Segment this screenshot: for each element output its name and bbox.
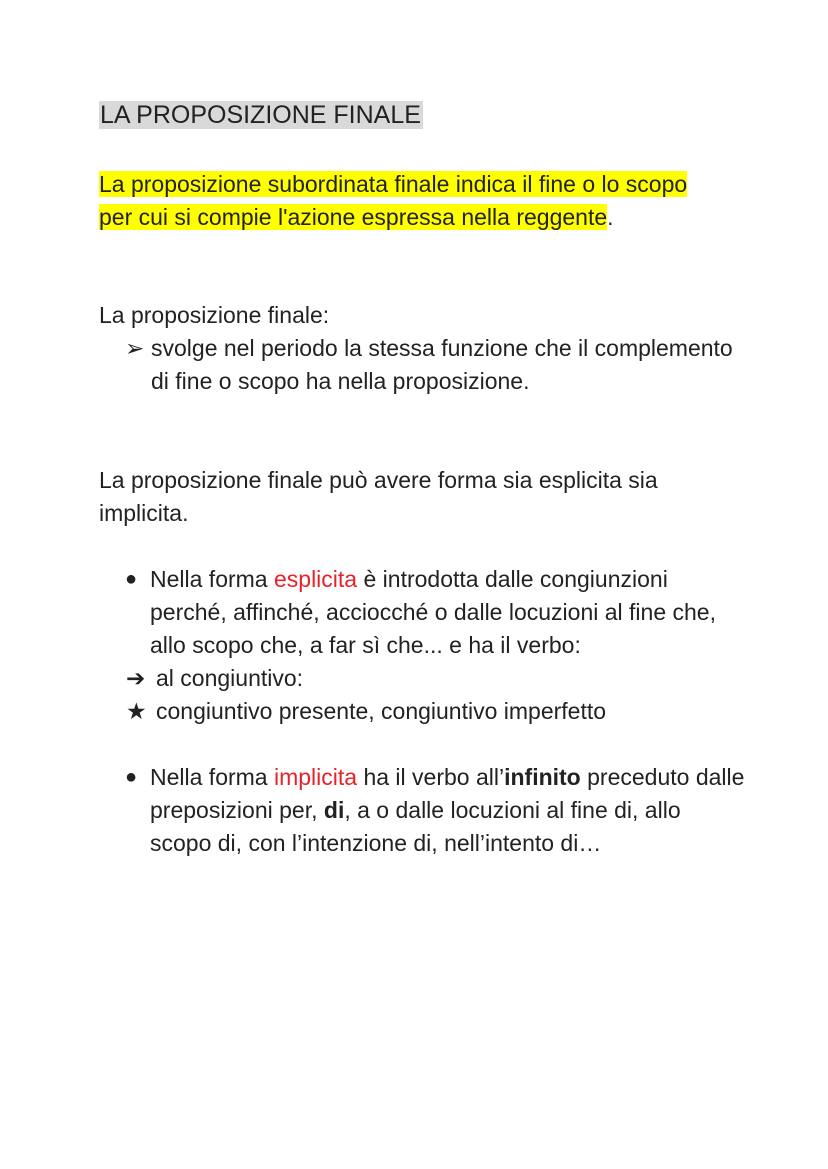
text-fragment: ha il verbo all’ [357, 764, 505, 790]
bullet-icon: ● [125, 568, 138, 590]
arrow-list-item [125, 332, 745, 398]
definition-highlight: La proposizione subordinata finale indica il fine o lo scopo per cui si compie l'azione espressa nella reggente [99, 171, 688, 230]
arrow-bullet-icon: ➢ [125, 335, 145, 361]
keyword-infinito: infinito [504, 764, 581, 790]
paragraph-label: La proposizione finale: [99, 302, 330, 328]
bullet-icon: ● [125, 766, 138, 788]
bullet-implicit-text [150, 761, 745, 860]
text-fragment: Nella forma [150, 566, 274, 592]
sub-item-text: al congiuntivo: [156, 665, 304, 691]
page-title [99, 99, 423, 131]
star-icon: ★ [126, 698, 147, 724]
right-arrow-icon: ➔ [126, 665, 146, 691]
arrow-item-text: svolge nel periodo la stessa funzione che il complemento di fine o scopo ha nella proposizione. [151, 335, 733, 394]
definition-period: . [607, 204, 614, 230]
page-title-text: LA PROPOSIZIONE FINALE [100, 101, 421, 129]
keyword-explicit: esplicita [273, 566, 358, 592]
bullet-explicit-text [150, 563, 745, 662]
text-fragment: preceduto dalle preposizioni per, [150, 764, 745, 823]
text-fragment: Nella forma [150, 764, 274, 790]
text-fragment: è introdotta dalle congiunzioni perché, affinché, acciocché o dalle locuzioni al fine che, allo scopo che, a far sì che... e ha il verbo: [150, 566, 716, 658]
sub-item-congiuntivo [126, 662, 303, 695]
definition-paragraph [99, 168, 699, 234]
forms-paragraph: La proposizione finale può avere forma sia esplicita sia implicita. [99, 467, 658, 526]
bullet-item-explicit [125, 563, 745, 662]
bullet-item-implicit [125, 761, 745, 860]
sub-item-tenses [126, 695, 606, 728]
keyword-di: di [323, 797, 345, 823]
sub-item-text: congiuntivo presente, congiuntivo imperfetto [156, 698, 607, 724]
keyword-implicit: implicita [273, 764, 358, 790]
text-fragment: , a o dalle locuzioni al fine di, allo scopo di, con l’intenzione di, nell’intento di… [150, 797, 681, 856]
